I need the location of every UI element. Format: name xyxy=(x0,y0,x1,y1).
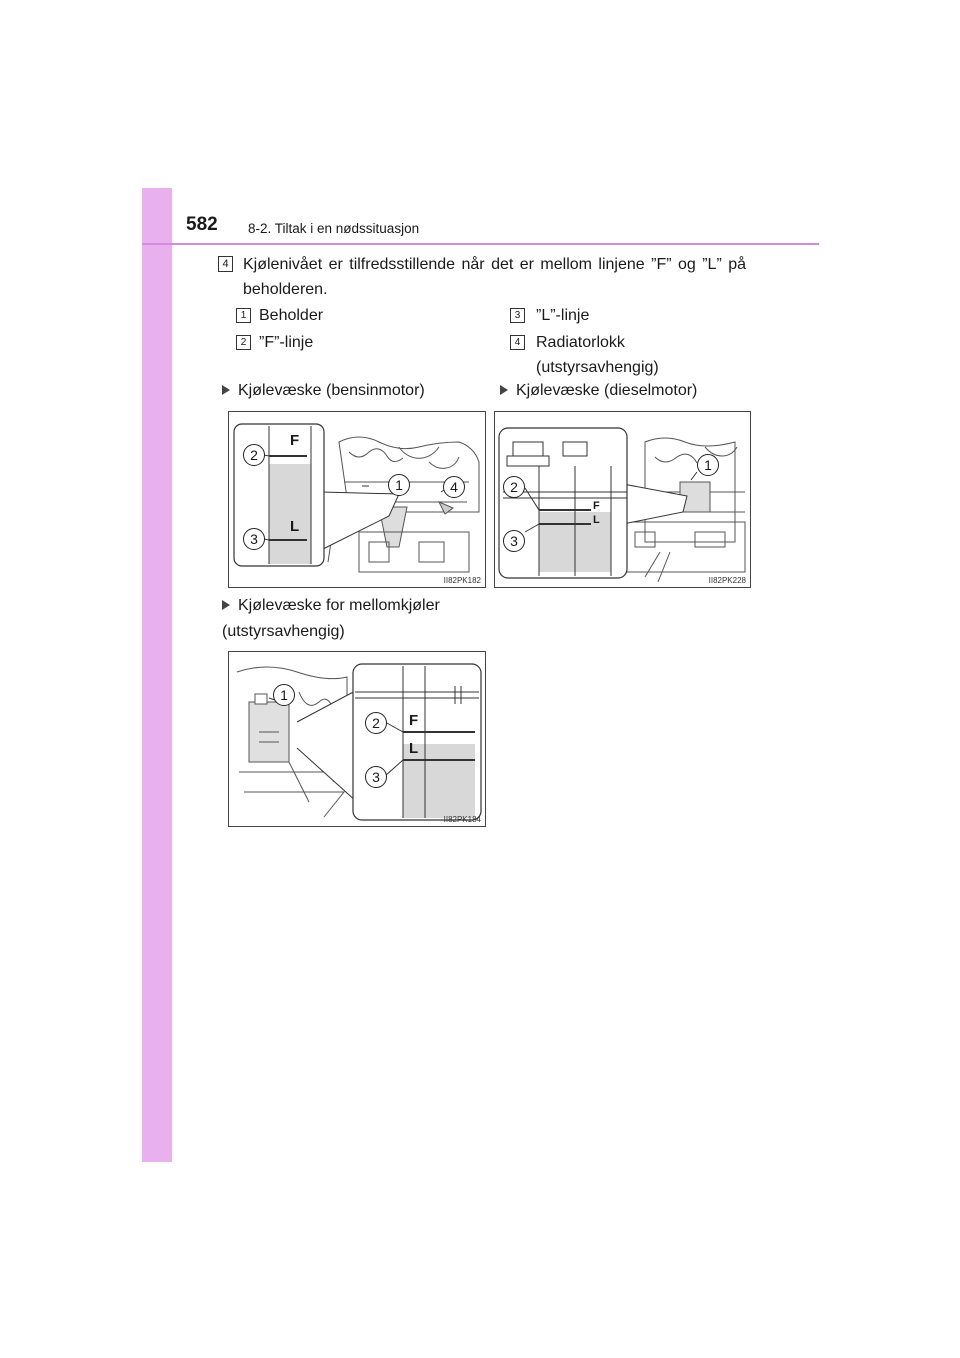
figure-code: II82PK228 xyxy=(708,576,746,585)
f-mark-label: F xyxy=(290,432,300,449)
f-mark-label: F xyxy=(593,500,600,512)
legend-label-f-line: ”F”-linje xyxy=(259,334,314,351)
figure-code: II82PK182 xyxy=(443,576,481,585)
legend-label-l-line: ”L”-linje xyxy=(536,307,590,324)
bullet-intercooler-coolant xyxy=(222,593,482,645)
callout-1-circle: 1 xyxy=(273,684,295,706)
legend-number-1: 1 xyxy=(236,308,251,323)
bullet-diesel-label: Kjølevæske (dieselmotor) xyxy=(516,382,698,399)
page-number: 582 xyxy=(186,214,218,235)
f-mark-label: F xyxy=(409,712,419,729)
figure-intercooler-coolant-reservoir xyxy=(228,651,486,827)
callout-2-circle: 2 xyxy=(503,476,525,498)
step-description: Kjølenivået er tilfredsstillende når det er mellom linjene ”F” og ”L” på beholderen. xyxy=(243,256,746,298)
bullet-petrol-label: Kjølevæske (bensinmotor) xyxy=(238,382,425,399)
figure-diesel-coolant-reservoir xyxy=(494,411,751,588)
bullet-triangle-icon xyxy=(222,600,230,610)
legend-label-container: Beholder xyxy=(259,307,324,324)
intercooler-illustration xyxy=(229,652,485,826)
step-number-badge: 4 xyxy=(218,256,233,272)
diesel-engine-illustration xyxy=(495,412,750,587)
callout-1-circle: 1 xyxy=(388,474,410,496)
legend-number-2: 2 xyxy=(236,335,251,350)
l-mark-label: L xyxy=(593,514,600,526)
figure-petrol-coolant-reservoir xyxy=(228,411,486,588)
callout-3-circle: 3 xyxy=(243,528,265,550)
callout-3-circle: 3 xyxy=(365,766,387,788)
callout-3-circle: 3 xyxy=(503,530,525,552)
callout-2-circle: 2 xyxy=(243,444,265,466)
bullet-diesel-coolant xyxy=(500,378,697,404)
callout-2-circle: 2 xyxy=(365,712,387,734)
bullet-intercooler-label: Kjølevæske for mellomkjøler (utstyrsavhengig) xyxy=(222,597,440,640)
bullet-triangle-icon xyxy=(500,385,508,395)
legend-label-radiator-cap: Radiatorlokk (utstyrsavhengig) xyxy=(536,334,659,376)
callout-1-circle: 1 xyxy=(697,454,719,476)
callout-4-circle: 4 xyxy=(443,476,465,498)
chapter-sidebar-tab xyxy=(142,188,172,1162)
l-mark-label: L xyxy=(290,518,300,535)
legend-number-4: 4 xyxy=(510,335,525,350)
legend-number-3: 3 xyxy=(510,308,525,323)
l-mark-label: L xyxy=(409,740,419,757)
petrol-engine-illustration xyxy=(229,412,485,587)
header-divider xyxy=(142,243,819,245)
section-title: 8-2. Tiltak i en nødssituasjon xyxy=(248,221,420,236)
figure-code: II82PK184 xyxy=(443,815,481,824)
bullet-triangle-icon xyxy=(222,385,230,395)
bullet-petrol-coolant xyxy=(222,378,425,404)
